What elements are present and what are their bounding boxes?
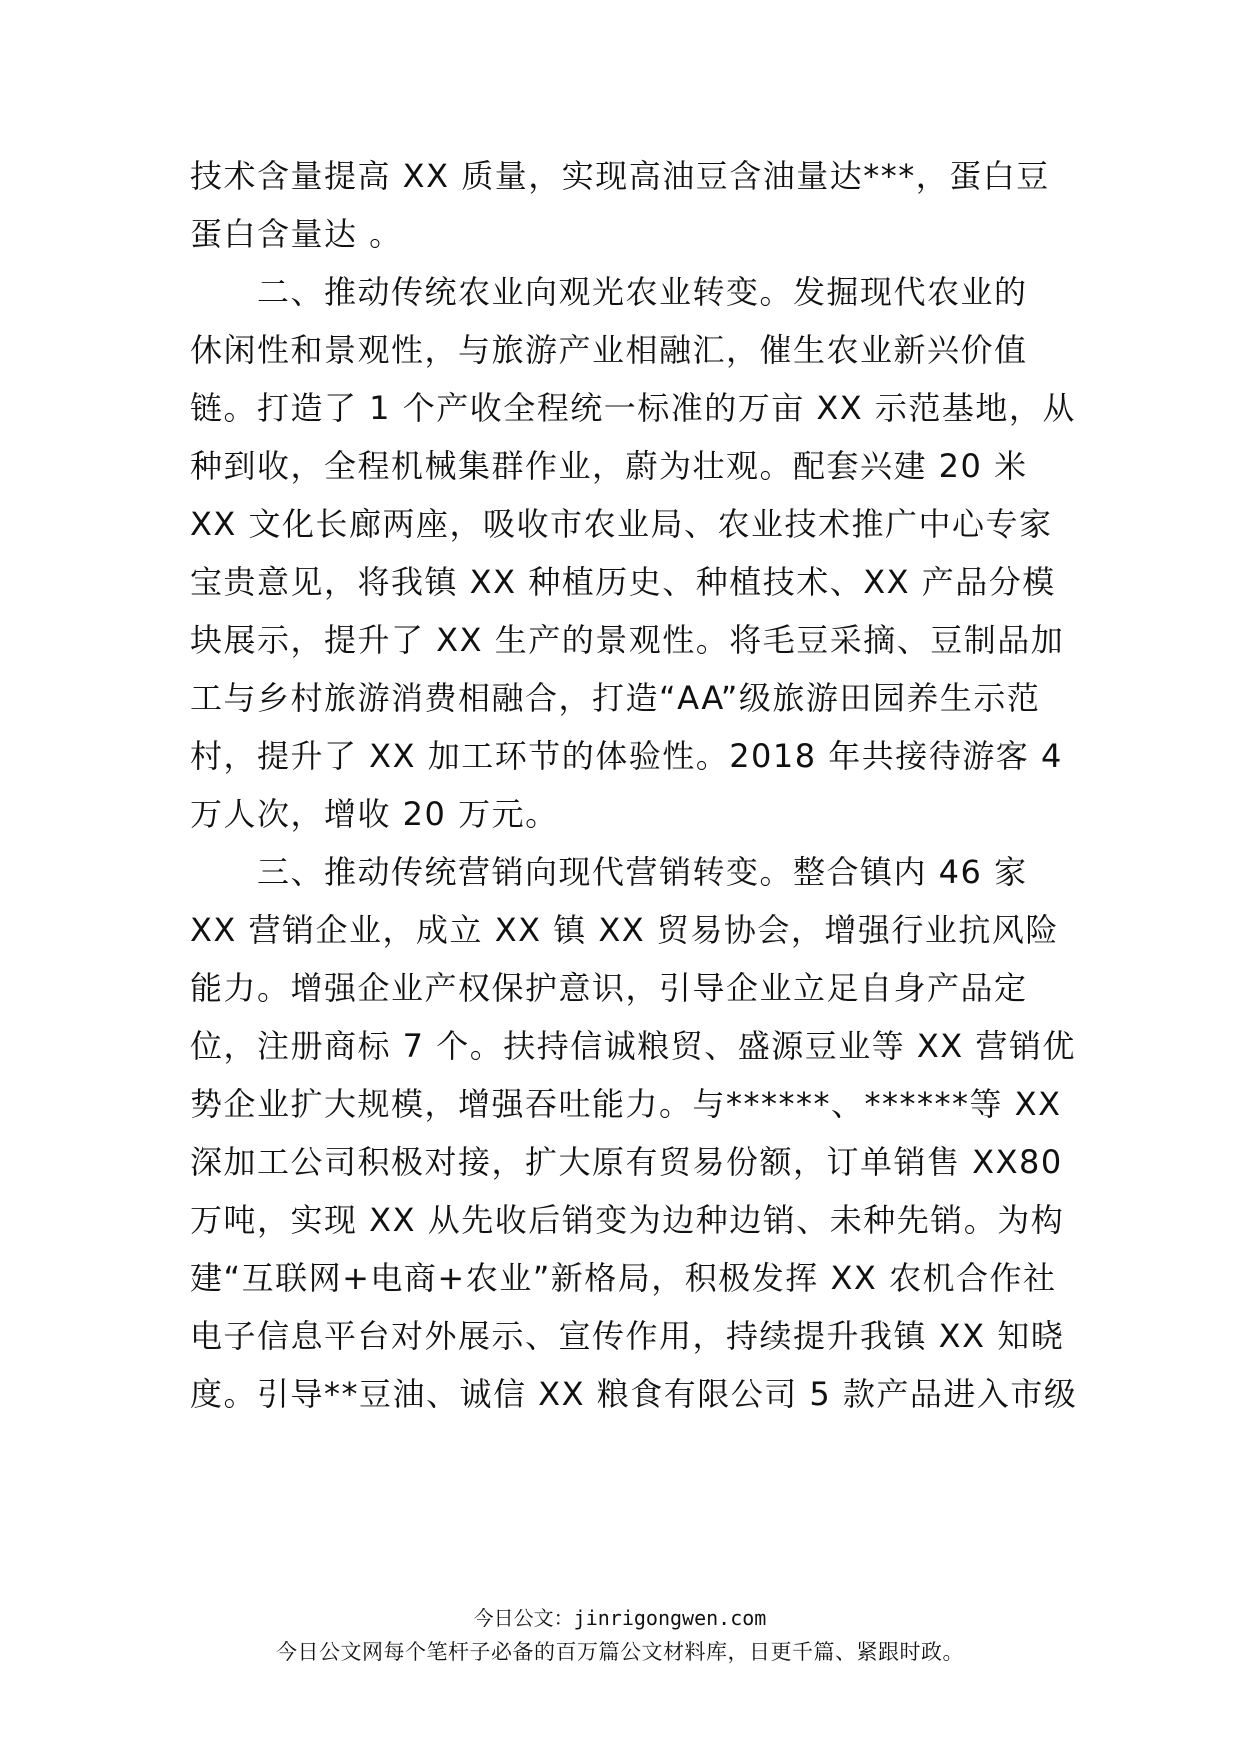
text-line: 深加工公司积极对接，扩大原有贸易份额，订单销售 XX80 bbox=[190, 1143, 1063, 1181]
paragraph-heading-line: 二、推动传统农业向观光农业转变。发掘现代农业的 bbox=[190, 273, 1028, 311]
text-line: 村，提升了 XX 加工环节的体验性。2018 年共接待游客 4 bbox=[190, 737, 1063, 775]
text-line: 电子信息平台对外展示、宣传作用，持续提升我镇 XX 知晓 bbox=[190, 1317, 1065, 1355]
text-line: 蛋白含量达 。 bbox=[190, 215, 403, 253]
text-line: 宝贵意见，将我镇 XX 种植历史、种植技术、XX 产品分模 bbox=[190, 563, 1056, 601]
text-line: 建“互联网+电商+农业”新格局，积极发挥 XX 农机合作社 bbox=[190, 1259, 1057, 1297]
text-line: 休闲性和景观性，与旅游产业相融汇，催生农业新兴价值 bbox=[190, 331, 1028, 369]
text-line: 块展示，提升了 XX 生产的景观性。将毛豆采摘、豆制品加 bbox=[190, 621, 1065, 659]
text-line: XX 文化长廊两座，吸收市农业局、农业技术推广中心专家 bbox=[190, 505, 1053, 543]
footer-site bbox=[0, 1605, 1240, 1631]
text-line: XX 营销企业，成立 XX 镇 XX 贸易协会，增强行业抗风险 bbox=[190, 911, 1059, 949]
text-line: 种到收，全程机械集群作业，蔚为壮观。配套兴建 20 米 bbox=[190, 447, 1028, 485]
footer-site-link[interactable]: jinrigongwen.com bbox=[573, 1606, 767, 1630]
text-line: 技术含量提高 XX 质量，实现高油豆含油量达***，蛋白豆 bbox=[190, 157, 1050, 195]
text-line: 万人次，增收 20 万元。 bbox=[190, 795, 559, 833]
text-line: 位，注册商标 7 个。扶持信诚粮贸、盛源豆业等 XX 营销优 bbox=[190, 1027, 1076, 1065]
text-line: 能力。增强企业产权保护意识，引导企业立足自身产品定 bbox=[190, 969, 1028, 1007]
text-line: 势企业扩大规模，增强吞吐能力。与******、******等 XX bbox=[190, 1085, 1062, 1123]
text-line: 链。打造了 1 个产收全程统一标准的万亩 XX 示范基地，从 bbox=[190, 389, 1076, 427]
footer-site-label: 今日公文： bbox=[473, 1606, 574, 1630]
paragraph-heading-line: 三、推动传统营销向现代营销转变。整合镇内 46 家 bbox=[190, 853, 1028, 891]
text-line: 度。引导**豆油、诚信 XX 粮食有限公司 5 款产品进入市级 bbox=[190, 1375, 1078, 1413]
text-line: 万吨，实现 XX 从先收后销变为边种边销、未种先销。为构 bbox=[190, 1201, 1065, 1239]
text-line: 工与乡村旅游消费相融合，打造“AA”级旅游田园养生示范 bbox=[190, 679, 1041, 717]
footer-slogan: 今日公文网每个笔杆子必备的百万篇公文材料库，日更千篇、紧跟时政。 bbox=[276, 1640, 964, 1664]
